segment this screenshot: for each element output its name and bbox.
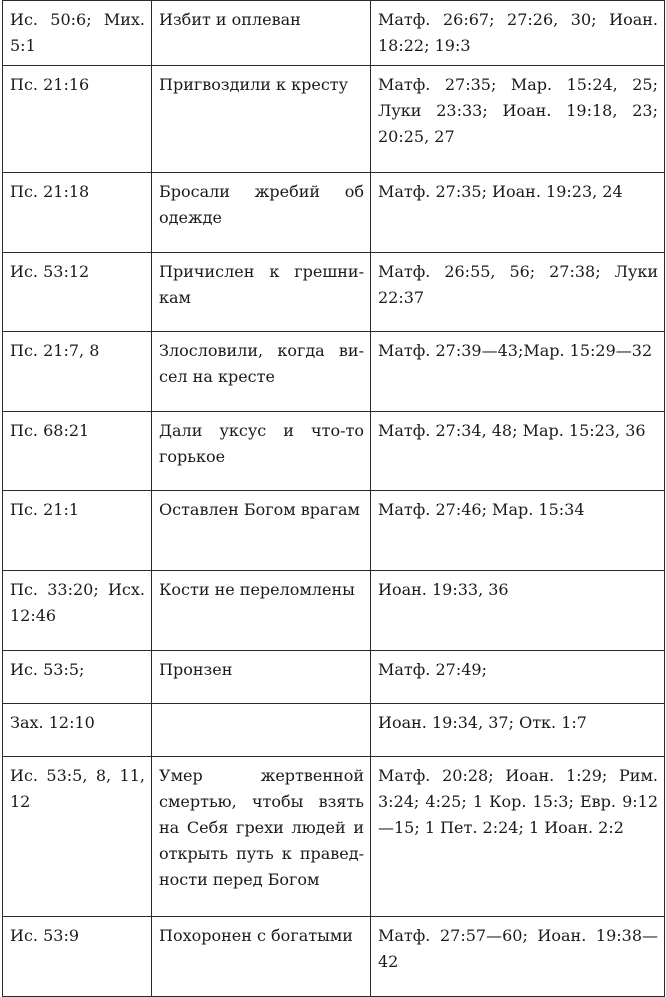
fulfillment-reference: Матф. 27:57—60; Иоан. 19:38—42 (371, 917, 665, 997)
fulfillment-reference: Матф. 27:35; Мар. 15:24, 25; Луки 23:33; Иоан. 19:18, 23; 20:25, 27 (371, 66, 665, 173)
table-row (3, 253, 665, 332)
prophecy-reference: Пс. 21:18 (3, 173, 152, 253)
prophecy-reference: Ис. 53:5, 8, 11, 12 (3, 757, 152, 917)
event-description: Кости не переломлены (152, 571, 371, 651)
table-row (3, 704, 665, 757)
table-row (3, 651, 665, 704)
table-row (3, 1, 665, 66)
table-row (3, 332, 665, 412)
prophecy-reference: Ис. 50:6; Мих. 5:1 (3, 1, 152, 66)
table-row (3, 571, 665, 651)
event-description: Злословили, когда висел на кресте (152, 332, 371, 412)
event-description: Оставлен Богом врагам (152, 491, 371, 571)
prophecy-reference: Ис. 53:9 (3, 917, 152, 997)
prophecy-fulfillment-table (2, 0, 665, 997)
event-description: Дали уксус и что-то горькое (152, 412, 371, 491)
fulfillment-reference: Матф. 27:34, 48; Мар. 15:23, 36 (371, 412, 665, 491)
fulfillment-reference: Матф. 27:46; Мар. 15:34 (371, 491, 665, 571)
table-row (3, 491, 665, 571)
event-description: Избит и оплеван (152, 1, 371, 66)
fulfillment-reference: Матф. 26:55, 56; 27:38; Луки 22:37 (371, 253, 665, 332)
fulfillment-reference: Матф. 27:35; Иоан. 19:23, 24 (371, 173, 665, 253)
prophecy-reference: Пс. 21:1 (3, 491, 152, 571)
table-row (3, 66, 665, 173)
table-row (3, 917, 665, 997)
prophecy-reference: Пс. 21:7, 8 (3, 332, 152, 412)
fulfillment-reference: Матф. 27:39—43;Мар. 15:29—32 (371, 332, 665, 412)
table-row (3, 412, 665, 491)
event-description: Похоронен с богатыми (152, 917, 371, 997)
table-row (3, 757, 665, 917)
event-description: Причислен к грешникам (152, 253, 371, 332)
fulfillment-reference: Иоан. 19:34, 37; Отк. 1:7 (371, 704, 665, 757)
fulfillment-reference: Матф. 26:67; 27:26, 30; Иоан. 18:22; 19:3 (371, 1, 665, 66)
prophecy-reference: Пс. 68:21 (3, 412, 152, 491)
table-row (3, 173, 665, 253)
fulfillment-reference: Матф. 20:28; Иоан. 1:29; Рим. 3:24; 4:25; 1 Кор. 15:3; Евр. 9:12—15; 1 Пет. 2:24; 1 Иоан. 2:2 (371, 757, 665, 917)
prophecy-reference: Пс. 33:20; Исх. 12:46 (3, 571, 152, 651)
event-description (152, 704, 371, 757)
event-description: Пригвоздили к кресту (152, 66, 371, 173)
prophecy-reference: Ис. 53:12 (3, 253, 152, 332)
event-description: Умер жертвенной смертью, чтобы взять на Себя грехи людей и открыть путь к праведности перед Богом (152, 757, 371, 917)
prophecy-reference: Ис. 53:5; (3, 651, 152, 704)
fulfillment-reference: Иоан. 19:33, 36 (371, 571, 665, 651)
prophecy-reference: Пс. 21:16 (3, 66, 152, 173)
event-description: Пронзен (152, 651, 371, 704)
prophecy-reference: Зах. 12:10 (3, 704, 152, 757)
fulfillment-reference: Матф. 27:49; (371, 651, 665, 704)
event-description: Бросали жребий об одежде (152, 173, 371, 253)
